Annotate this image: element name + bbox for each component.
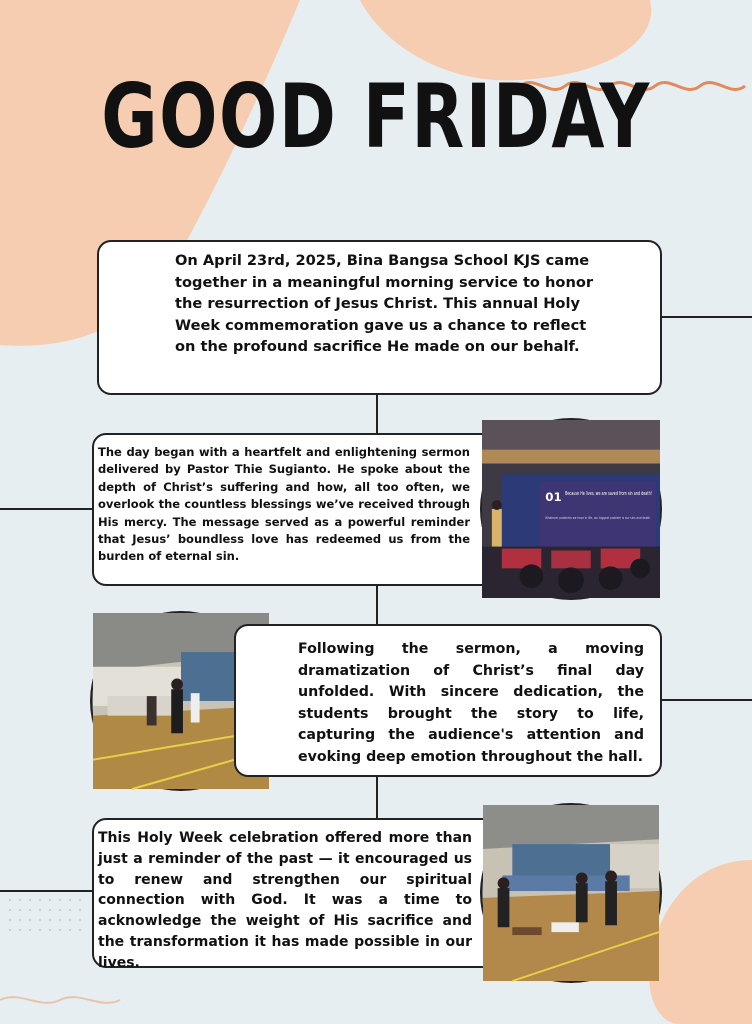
intro-card [97,240,662,395]
reflection-card [92,818,522,971]
slide-heading: Because He lives, we are saved from sin and death! [565,491,653,498]
connector-line [662,316,752,318]
celebration-photo [480,803,662,983]
intro-text: On April 23rd, 2025, Bina Bangsa School KJS came together in a meaningful morning service to honor the resurrection of Jesus Christ. This annual Holy Week commemoration gave us a chance to reflect on the profound sacrifice He made on our behalf. [175,252,594,356]
slide-number: 01 [545,490,562,505]
dramatization-text: Following the sermon, a moving dramatization of Christ’s final day unfolded. With sincere dedication, the students brought the story to life, capturing the audience's attention and evoking deep emotion throughout the hall. [298,641,644,765]
reflection-text: This Holy Week celebration offered more than just a reminder of the past — it encouraged us to renew and strengthen our spiritual connection with God. It was a time to acknowledge the weight of His sacrifice and the transformation it has made possible in our lives. [98,830,472,971]
connector-line [376,777,378,818]
sermon-photo [480,418,662,600]
sermon-text: The day began with a heartfelt and enlightening sermon delivered by Pastor Thie Sugianto. He spoke about the depth of Christ’s suffering and how, all too often, we overlook the countless blessings we’ve received through His mercy. The message served as a powerful reminder that Jesus’ boundless love has redeemed us from the burden of eternal sin. [98,445,470,564]
connector-line [0,508,92,510]
connector-line [662,699,752,701]
slide-subtext: Whatever problems we have in life, our biggest problem is our sins and death [545,515,651,520]
connector-line [376,586,378,624]
connector-line [376,395,378,433]
dramatization-card [234,624,662,777]
page-title: GOOD FRIDAY [101,65,651,168]
connector-line [0,890,92,892]
sermon-card [92,433,522,586]
